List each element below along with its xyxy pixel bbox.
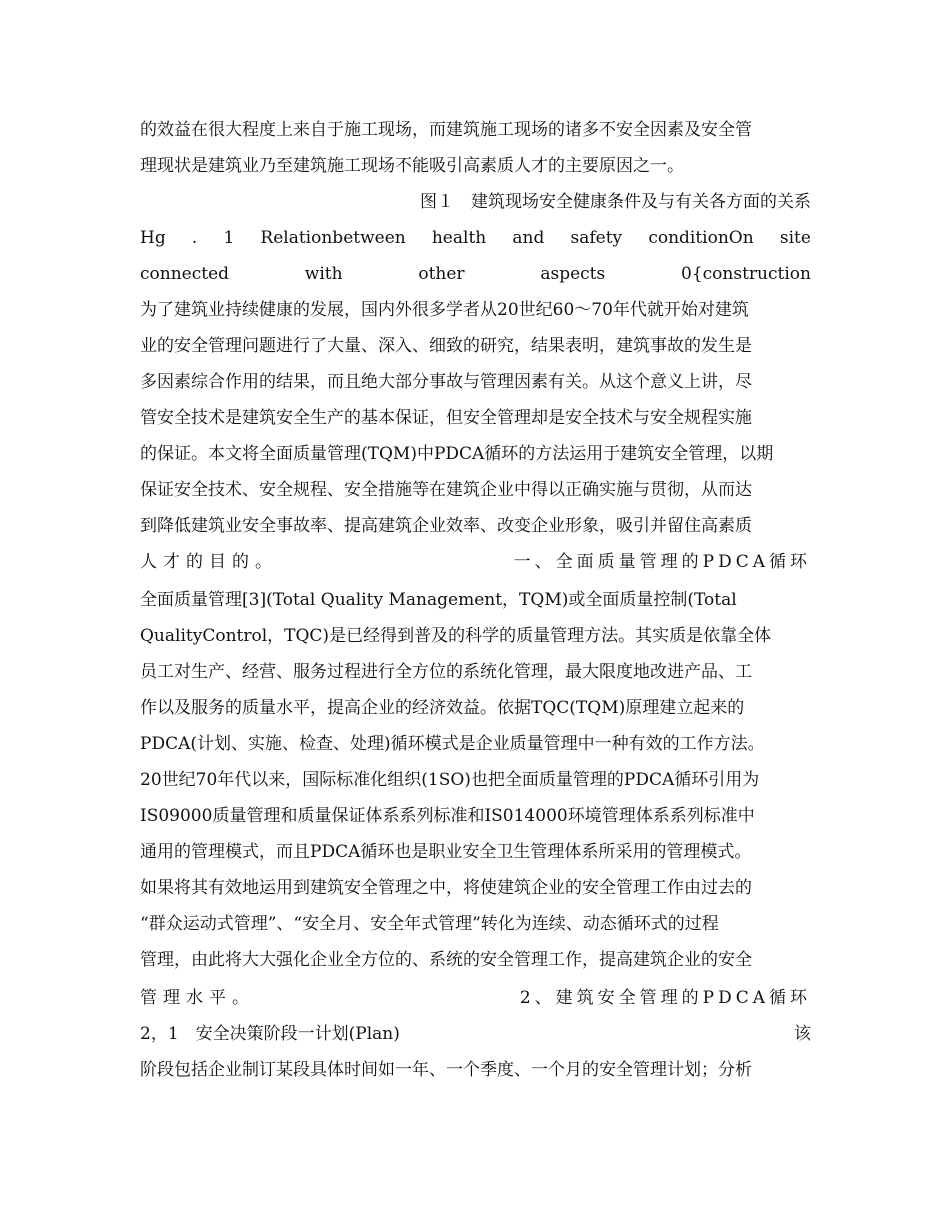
- body-text-line: 阶段包括企业制订某段具体时间如一年、一个季度、一个月的安全管理计划；分析: [140, 1060, 752, 1080]
- body-text-line: “群众运动式管理”、“安全月、安全年式管理”转化为连续、动态循环式的过程: [140, 914, 719, 934]
- body-text-fragment: 该: [794, 1024, 811, 1044]
- body-text-line: 多因素综合作用的结果，而且绝大部分事故与管理因素有关。从这个意义上讲，尽: [140, 372, 752, 392]
- body-text-line: 员工对生产、经营、服务过程进行全方位的系统化管理，最大限度地改进产品、工: [140, 662, 752, 682]
- subsection-heading: 2，1 安全决策阶段一计划(Plan): [140, 1024, 400, 1044]
- caption-word: conditionOn: [648, 228, 754, 248]
- figure-caption-en: [140, 226, 811, 250]
- subsection-heading-line: [140, 1022, 811, 1046]
- caption-word: aspects: [540, 264, 606, 284]
- body-text-line: 20世纪70年代以来，国际标准化组织(1SO)也把全面质量管理的PDCA循环引用为: [140, 770, 760, 790]
- caption-word: connected: [140, 264, 230, 284]
- figure-caption-cn: 图１ 建筑现场安全健康条件及与有关各方面的关系: [420, 192, 811, 212]
- caption-word: site: [779, 228, 811, 248]
- caption-word: 0{construction: [681, 264, 811, 284]
- body-text-line: 为了建筑业持续健康的发展，国内外很多学者从20世纪60～70年代就开始对建筑: [140, 300, 749, 320]
- body-text-line: 通用的管理模式，而且PDCA循环也是职业安全卫生管理体系所采用的管理模式。: [140, 842, 752, 862]
- body-text-line: 理现状是建筑业乃至建筑施工现场不能吸引高素质人才的主要原因之一。: [140, 156, 684, 176]
- caption-word: and: [512, 228, 545, 248]
- body-text-line: 到降低建筑业安全事故率、提高建筑企业效率、改变企业形象，吸引并留住高素质: [140, 516, 752, 536]
- caption-word: safety: [570, 228, 623, 248]
- body-text-line: 作以及服务的质量水平，提高企业的经济效益。依据TQC(TQM)原理建立起来的: [140, 698, 745, 718]
- caption-word: with: [304, 264, 343, 284]
- section-heading-line: [140, 986, 811, 1010]
- caption-word: Hg: [140, 228, 166, 248]
- body-text-line: 全面质量管理[3](Total Quality Management，TQM)或全面质量控制(Total: [140, 590, 737, 610]
- body-text-line: IS09000质量管理和质量保证体系系列标准和IS014000环境管理体系系列标准中: [140, 806, 755, 826]
- caption-word: other: [418, 264, 465, 284]
- caption-word: Relationbetween: [260, 228, 406, 248]
- body-text-line: 业的安全管理问题进行了大量、深入、细致的研究，结果表明，建筑事故的发生是: [140, 336, 752, 356]
- body-text-line: 如果将其有效地运用到建筑安全管理之中，将使建筑企业的安全管理工作由过去的: [140, 878, 752, 898]
- body-text-line: 管理，由此将大大强化企业全方位的、系统的安全管理工作，提高建筑企业的安全: [140, 950, 752, 970]
- section-heading: 一、全面质量管理的PDCA循环: [513, 552, 811, 572]
- caption-word: .: [191, 228, 198, 248]
- caption-word: health: [431, 228, 487, 248]
- body-text-line: 管安全技术是建筑安全生产的基本保证，但安全管理却是安全技术与安全规程实施: [140, 408, 752, 428]
- figure-caption-en: [140, 262, 811, 286]
- body-text-fragment: 管理水平。: [140, 988, 255, 1008]
- body-text-line: 的效益在很大程度上来自于施工现场，而建筑施工现场的诸多不安全因素及安全管: [140, 120, 752, 140]
- body-text-line: 的保证。本文将全面质量管理(TQM)中PDCA循环的方法运用于建筑安全管理，以期: [140, 444, 774, 464]
- body-text-line: 保证安全技术、安全规程、安全措施等在建筑企业中得以正确实施与贯彻，从而达: [140, 480, 752, 500]
- body-text-fragment: 人才的目的。: [140, 552, 278, 572]
- caption-word: 1: [223, 228, 235, 248]
- body-text-line: PDCA(计划、实施、检查、处理)循环模式是企业质量管理中一种有效的工作方法。: [140, 734, 765, 754]
- section-heading-line: [140, 550, 811, 574]
- section-heading: 2、建筑安全管理的PDCA循环: [519, 988, 811, 1008]
- body-text-line: QualityControl，TQC)是已经得到普及的科学的质量管理方法。其实质是依靠全体: [140, 626, 772, 646]
